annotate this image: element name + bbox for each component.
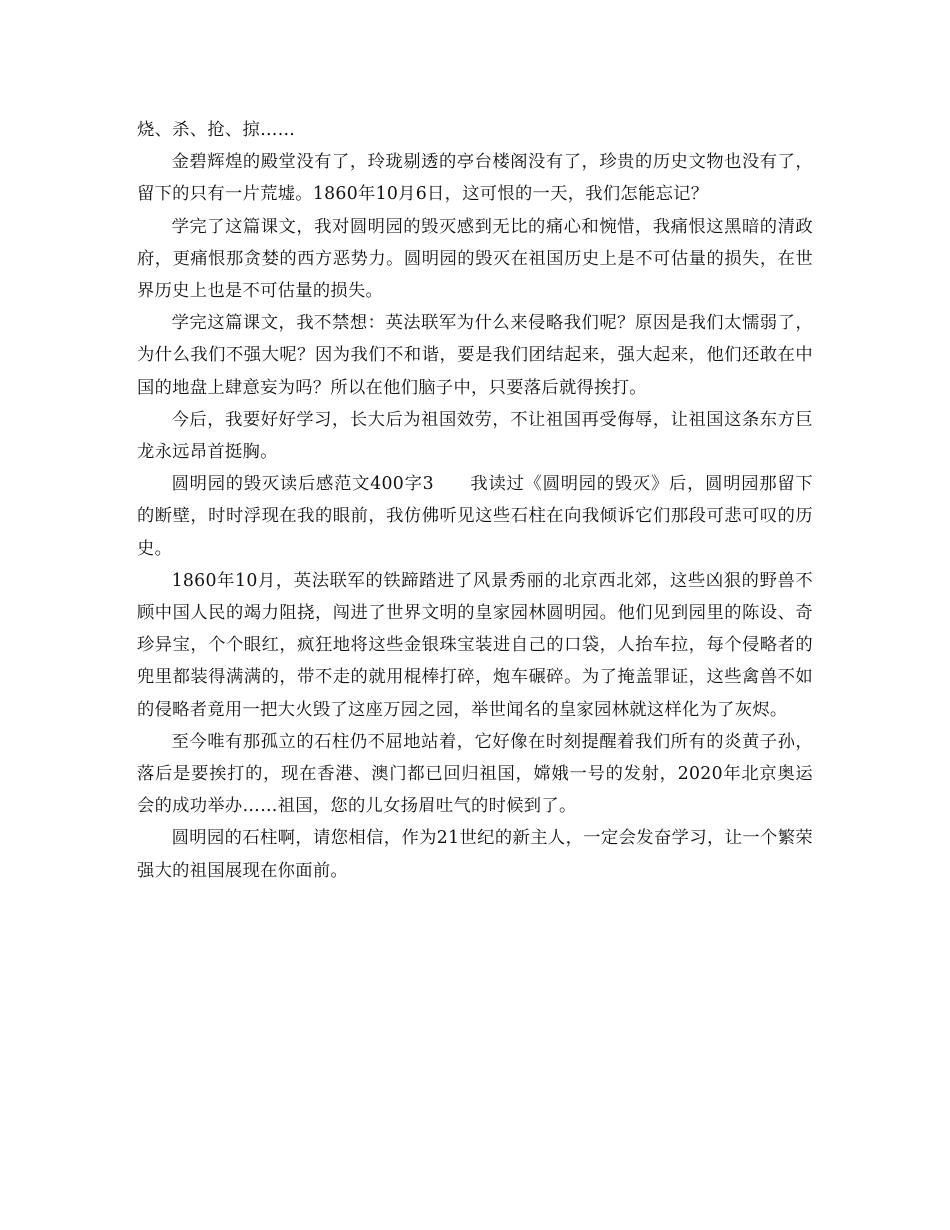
paragraph-8: 至今唯有那孤立的石柱仍不屈地站着，它好像在时刻提醒着我们所有的炎黄子孙，落后是要挨打的，现在香港、澳门都已回归祖国，嫦娥一号的发射，2020年北京奥运会的成功举办……祖国，您的儿女扬眉吐气的时候到了。 [137, 731, 813, 817]
paragraph-6 [137, 468, 813, 565]
paragraph-1: 烧、杀、抢、掠…… [137, 120, 296, 140]
paragraph-3: 学完了这篇课文，我对圆明园的毁灭感到无比的痛心和惋惜，我痛恨这黑暗的清政府，更痛恨那贪婪的西方恶势力。圆明园的毁灭在祖国历史上是不可估量的损失，在世界历史上也是不可估量的损失。 [137, 216, 813, 302]
essay-heading: 圆明园的毁灭读后感范文400字3 [171, 474, 434, 495]
paragraph-2: 金碧辉煌的殿堂没有了，玲珑剔透的亭台楼阁没有了，珍贵的历史文物也没有了，留下的只有一片荒墟。1860年10月6日，这可恨的一天，我们怎能忘记？ [137, 152, 813, 205]
paragraph-6-text: 我读过《圆明园的毁灭》后，圆明园那留下的断壁，时时浮现在我的眼前，我仿佛听见这些石柱在向我倾诉它们那段可悲可叹的历史。 [137, 474, 814, 559]
paragraph-9: 圆明园的石柱啊，请您相信，作为21世纪的新主人，一定会发奋学习，让一个繁荣强大的祖国展现在你面前。 [137, 828, 813, 881]
paragraph-4: 学完这篇课文，我不禁想：英法联军为什么来侵略我们呢？原因是我们太懦弱了，为什么我们不强大呢？因为我们不和谐，要是我们团结起来，强大起来，他们还敢在中国的地盘上肆意妄为吗？所以在他们脑子中，只要落后就得挨打。 [137, 313, 813, 398]
paragraph-7: 1860年10月，英法联军的铁蹄踏进了风景秀丽的北京西北郊，这些凶狠的野兽不顾中国人民的竭力阻挠，闯进了世界文明的皇家园林圆明园。他们见到园里的陈设、奇珍异宝，个个眼红，疯狂地将这些金银珠宝装进自己的口袋，人抬车拉，每个侵略者的兜里都装得满满的，带不走的就用棍棒打碎，炮车碾碎。为了掩盖罪证，这些禽兽不如的侵略者竟用一把大火毁了这座万园之园，举世闻名的皇家园林就这样化为了灰烬。 [137, 570, 813, 720]
document-body [137, 114, 813, 887]
paragraph-5: 今后，我要好好学习，长大后为祖国效劳，不让祖国再受侮辱，让祖国这条东方巨龙永远昂首挺胸。 [137, 409, 813, 463]
